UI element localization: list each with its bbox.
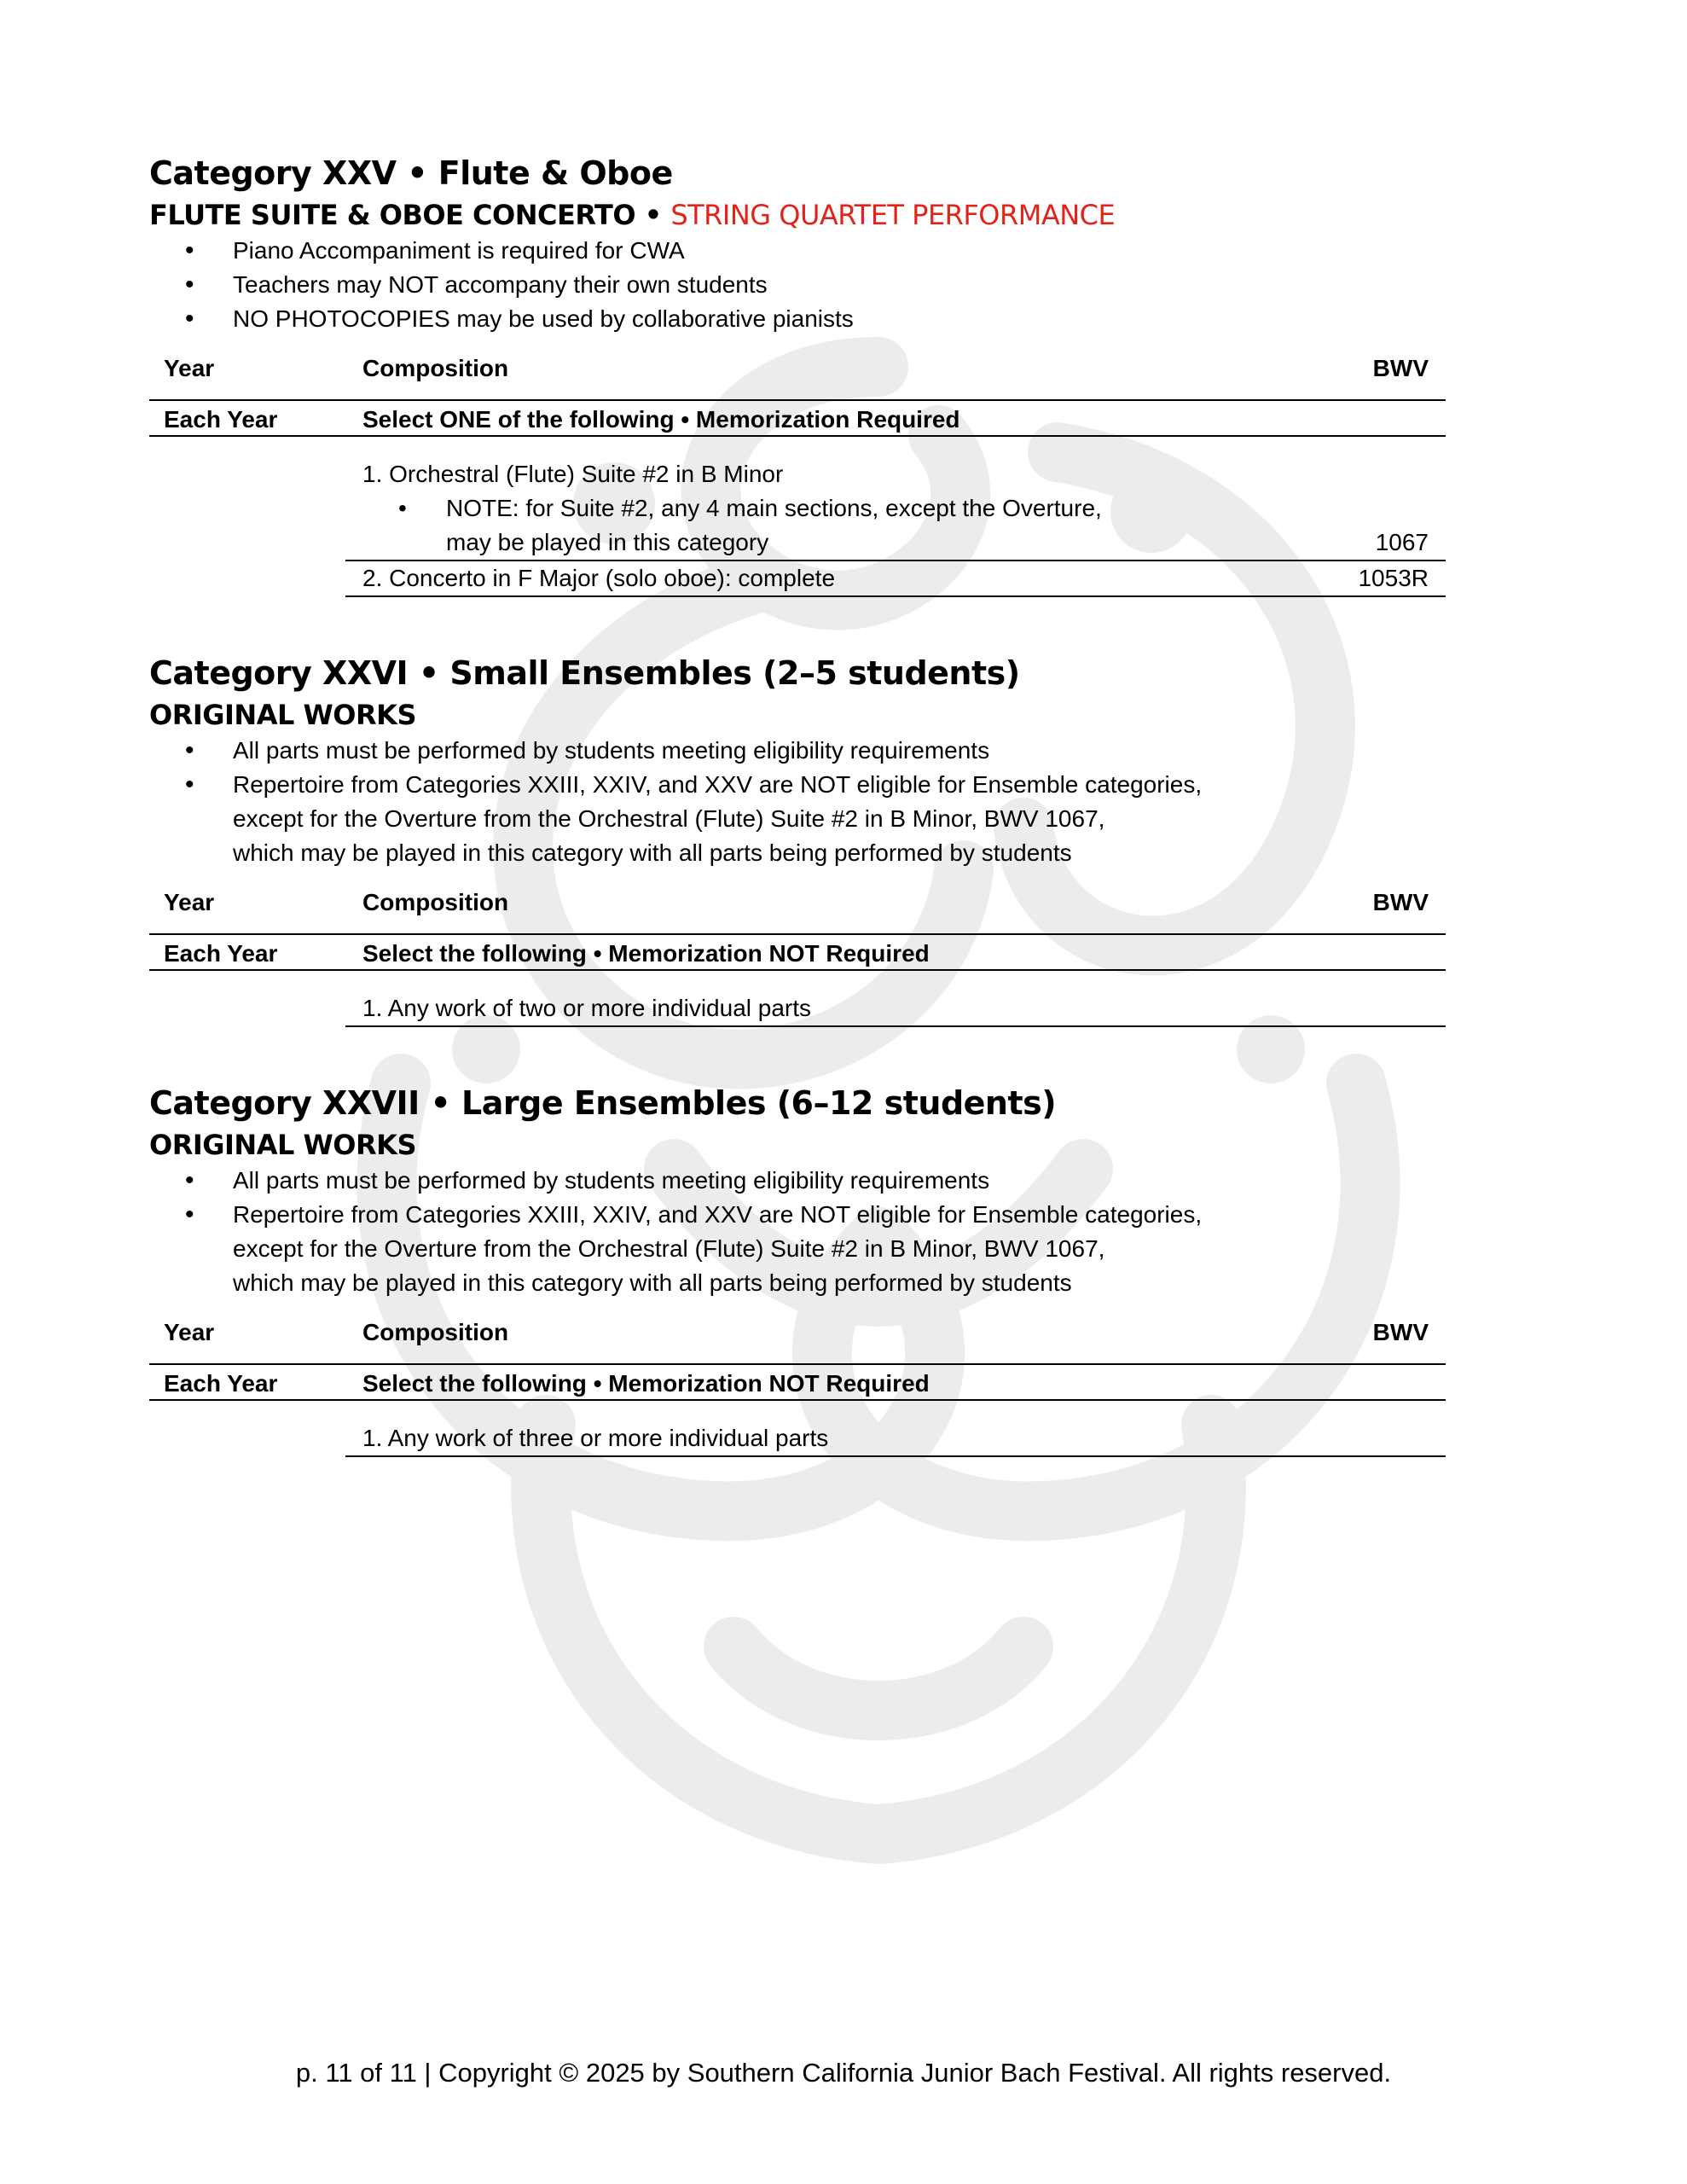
composition-title: 2. Concerto in F Major (solo oboe): complete bbox=[362, 565, 836, 591]
year-cell: Each Year bbox=[164, 1370, 278, 1397]
category-xxvii-section bbox=[149, 1080, 1446, 1457]
year-header: Year bbox=[164, 355, 215, 381]
bwv-number: 1067 bbox=[1375, 529, 1429, 555]
category-subtitle: ORIGINAL WORKS bbox=[149, 1129, 416, 1161]
composition-list bbox=[345, 971, 1446, 1027]
rules-list bbox=[149, 734, 1446, 870]
composition-title: 1. Any work of two or more individual parts bbox=[362, 995, 812, 1021]
selection-instruction: Select ONE of the following • Memorization Required bbox=[362, 406, 960, 433]
composition-header: Composition bbox=[362, 355, 509, 381]
selection-row bbox=[149, 1365, 1446, 1401]
composition-list bbox=[345, 437, 1446, 597]
rules-list bbox=[149, 1164, 1446, 1300]
bwv-header: BWV bbox=[1372, 1319, 1429, 1345]
table-header-row bbox=[149, 882, 1446, 935]
selection-row bbox=[149, 935, 1446, 971]
subtitle-highlight: STRING QUARTET PERFORMANCE bbox=[670, 199, 1116, 231]
category-title: Category XXVI • Small Ensembles (2–5 students) bbox=[149, 654, 1020, 692]
subtitle-main: FLUTE SUITE & OBOE CONCERTO • bbox=[149, 199, 671, 231]
composition-item bbox=[345, 1421, 1446, 1457]
selection-instruction: Select the following • Memorization NOT Required bbox=[362, 1370, 930, 1397]
table-header-row bbox=[149, 348, 1446, 401]
selection-row bbox=[149, 401, 1446, 437]
composition-item bbox=[345, 991, 1446, 1027]
composition-header: Composition bbox=[362, 889, 509, 915]
repertoire-table bbox=[149, 1312, 1446, 1457]
rule-line: except for the Overture from the Orchestral (Flute) Suite #2 in B Minor, BWV 1067, bbox=[233, 1235, 1105, 1262]
composition-title: 1. Orchestral (Flute) Suite #2 in B Minor bbox=[362, 461, 784, 487]
rule-item: • Piano Accompaniment is required for CWA bbox=[149, 234, 1446, 268]
composition-header: Composition bbox=[362, 1319, 509, 1345]
repertoire-table bbox=[149, 348, 1446, 597]
year-cell: Each Year bbox=[164, 940, 278, 967]
repertoire-table bbox=[149, 882, 1446, 1027]
note-line: NOTE: for Suite #2, any 4 main sections, except the Overture, bbox=[446, 495, 1102, 521]
bwv-header: BWV bbox=[1372, 355, 1429, 381]
composition-list bbox=[345, 1401, 1446, 1457]
rules-list bbox=[149, 234, 1446, 336]
bwv-number: 1053R bbox=[1358, 565, 1429, 591]
rule-item: • All parts must be performed by students meeting eligibility requirements bbox=[149, 734, 1446, 768]
rule-line: which may be played in this category with all parts being performed by students bbox=[233, 839, 1072, 866]
year-header: Year bbox=[164, 889, 215, 915]
rule-line: except for the Overture from the Orchestral (Flute) Suite #2 in B Minor, BWV 1067, bbox=[233, 805, 1105, 832]
category-xxv-section bbox=[149, 150, 1446, 597]
rule-item bbox=[149, 1198, 1446, 1300]
category-subtitle bbox=[149, 196, 1446, 234]
composition-title: 1. Any work of three or more individual parts bbox=[362, 1425, 829, 1451]
category-title: Category XXVII • Large Ensembles (6–12 students) bbox=[149, 1084, 1057, 1122]
rule-line: Repertoire from Categories XXIII, XXIV, and XXV are NOT eligible for Ensemble categories, bbox=[233, 1201, 1203, 1228]
rule-item: • NO PHOTOCOPIES may be used by collaborative pianists bbox=[149, 302, 1446, 336]
composition-item bbox=[345, 457, 1446, 561]
composition-note bbox=[362, 491, 1446, 560]
category-xxvi-section bbox=[149, 650, 1446, 1027]
page-footer: p. 11 of 11 | Copyright © 2025 by Southern California Junior Bach Festival. All rights reserved. bbox=[295, 2058, 1392, 2088]
rule-line: which may be played in this category with all parts being performed by students bbox=[233, 1269, 1072, 1296]
year-header: Year bbox=[164, 1319, 215, 1345]
category-title: Category XXV • Flute & Oboe bbox=[149, 154, 673, 192]
selection-instruction: Select the following • Memorization NOT Required bbox=[362, 940, 930, 967]
year-cell: Each Year bbox=[164, 406, 278, 433]
category-subtitle: ORIGINAL WORKS bbox=[149, 699, 416, 731]
rule-item: • Teachers may NOT accompany their own students bbox=[149, 268, 1446, 302]
rule-line: Repertoire from Categories XXIII, XXIV, and XXV are NOT eligible for Ensemble categories, bbox=[233, 771, 1203, 798]
composition-item bbox=[345, 561, 1446, 597]
table-header-row bbox=[149, 1312, 1446, 1365]
rule-item bbox=[149, 768, 1446, 870]
rule-item: • All parts must be performed by students meeting eligibility requirements bbox=[149, 1164, 1446, 1198]
note-line: may be played in this category bbox=[446, 529, 769, 555]
bwv-header: BWV bbox=[1372, 889, 1429, 915]
